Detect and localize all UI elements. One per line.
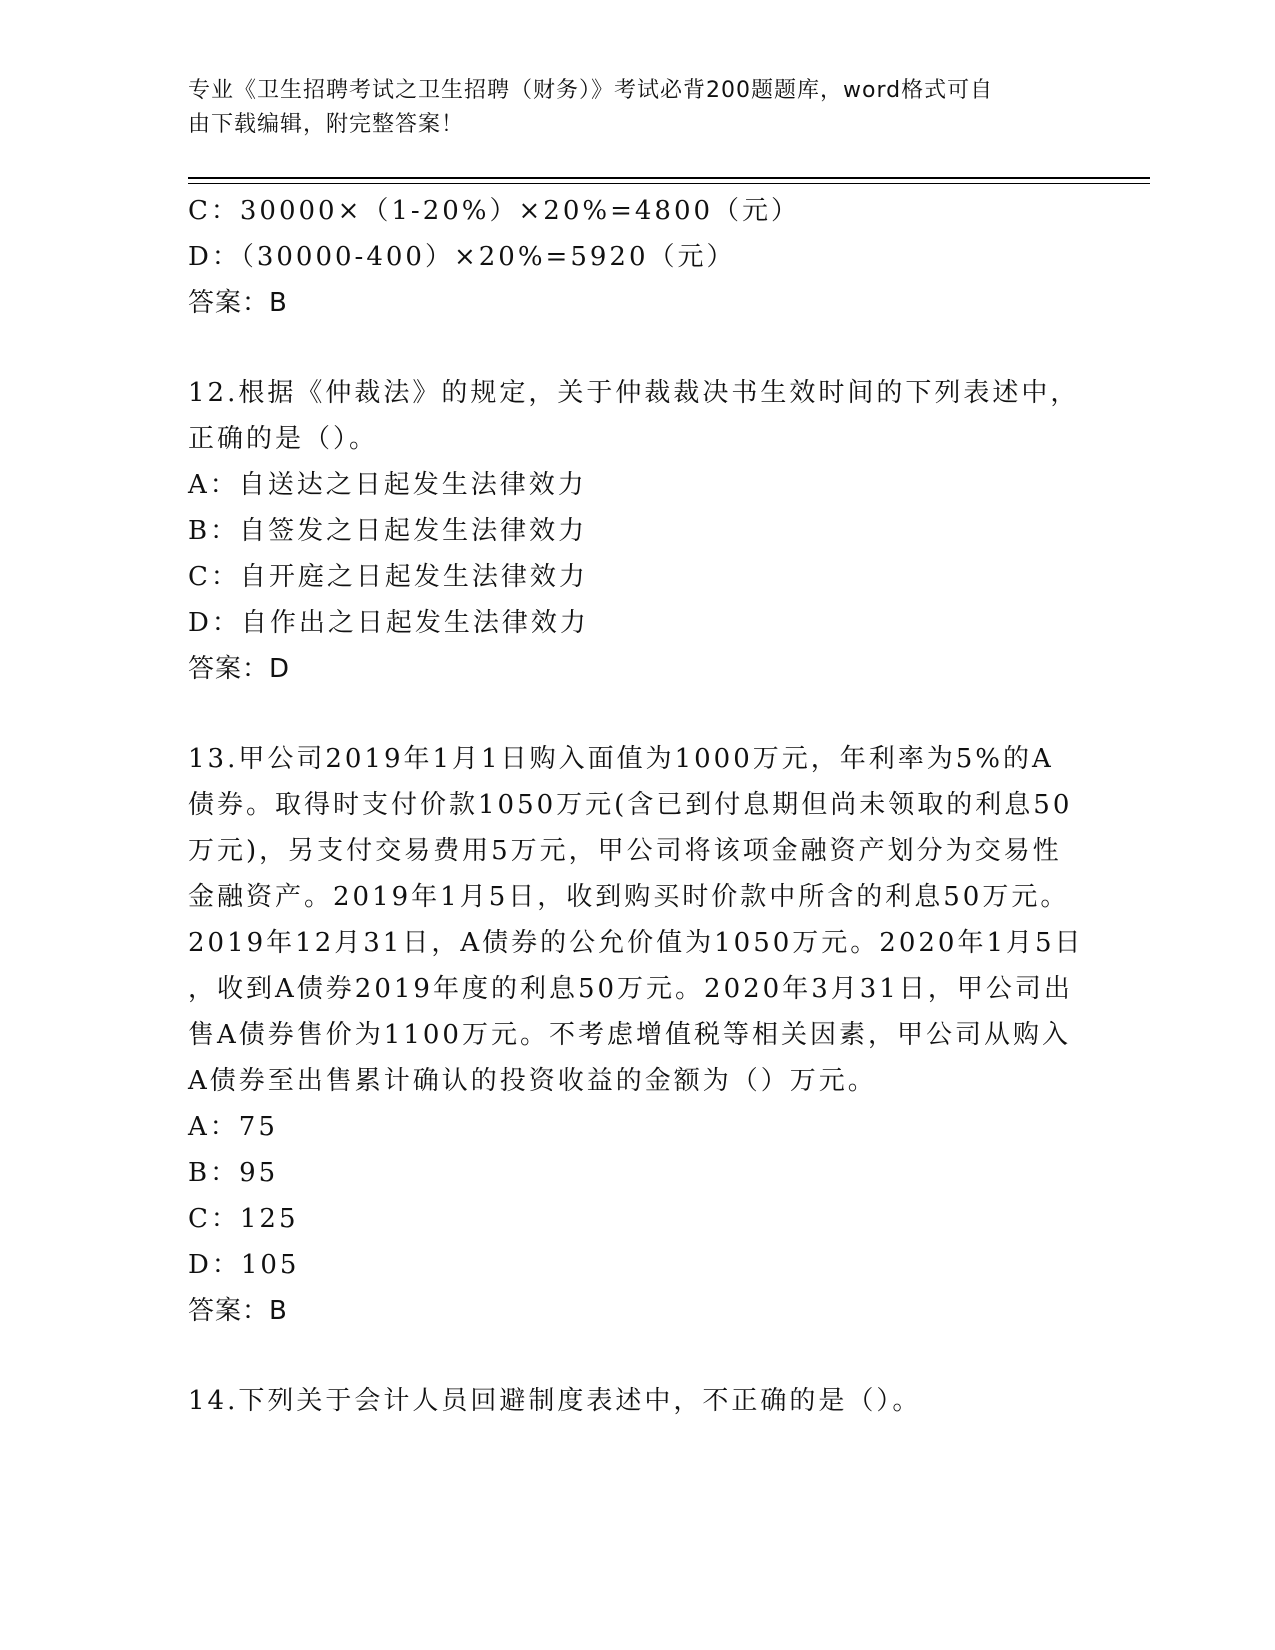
option-c: C：30000×（1-20%）×20%=4800（元） — [188, 196, 801, 226]
question-stem-line: 13.甲公司2019年1月1日购入面值为1000万元，年利率为5%的A — [188, 744, 1054, 774]
question-13 — [188, 736, 1084, 1334]
question-stem-line: 14.下列关于会计人员回避制度表述中，不正确的是（）。 — [188, 1386, 922, 1416]
option-a: A：75 — [188, 1112, 278, 1142]
header-line-1: 专业《卫生招聘考试之卫生招聘（财务）》考试必背200题题库，word格式可自 — [188, 78, 994, 103]
question-content — [188, 188, 1084, 1424]
answer-line: 答案：B — [188, 1296, 288, 1326]
option-c: C：125 — [188, 1204, 299, 1234]
question-14 — [188, 1378, 1078, 1424]
question-spacer — [188, 326, 1078, 370]
question-stem-line: 售A债券售价为1100万元。不考虑增值税等相关因素，甲公司从购入 — [188, 1020, 1071, 1050]
question-stem-line: 正确的是（）。 — [188, 424, 379, 454]
question-spacer — [188, 692, 1078, 736]
answer-line: 答案：D — [188, 654, 291, 684]
option-a: A：自送达之日起发生法律效力 — [188, 470, 587, 500]
option-d: D：自作出之日起发生法律效力 — [188, 608, 589, 638]
option-c: C：自开庭之日起发生法律效力 — [188, 562, 588, 592]
option-d: D：（30000-400）×20%=5920（元） — [188, 242, 736, 272]
header-divider-thin — [188, 183, 1150, 184]
document-header — [188, 74, 1078, 142]
option-d: D：105 — [188, 1250, 300, 1280]
option-b: B：自签发之日起发生法律效力 — [188, 516, 588, 546]
answer-line: 答案：B — [188, 288, 288, 318]
question-stem-line: 2019年12月31日，A债券的公允价值为1050万元。2020年1月5日 — [188, 928, 1084, 958]
header-line-2: 由下载编辑，附完整答案！ — [188, 112, 465, 137]
question-stem-line: 债券。取得时支付价款1050万元(含已到付息期但尚未领取的利息50 — [188, 790, 1073, 820]
question-stem-line: 金融资产。2019年1月5日，收到购买时价款中所含的利息50万元。 — [188, 882, 1070, 912]
question-stem-line: ，收到A债券2019年度的利息50万元。2020年3月31日，甲公司出 — [188, 974, 1073, 1004]
question-spacer — [188, 1334, 1078, 1378]
question-stem-line: A债券至出售累计确认的投资收益的金额为（）万元。 — [188, 1066, 877, 1096]
question-12 — [188, 370, 1078, 692]
question-stem-line: 12.根据《仲裁法》的规定，关于仲裁裁决书生效时间的下列表述中， — [188, 378, 1080, 408]
previous-question-tail — [188, 188, 1078, 326]
header-divider-thick — [188, 177, 1150, 179]
question-stem-line: 万元)，另支付交易费用5万元，甲公司将该项金融资产划分为交易性 — [188, 836, 1062, 866]
option-b: B：95 — [188, 1158, 279, 1188]
